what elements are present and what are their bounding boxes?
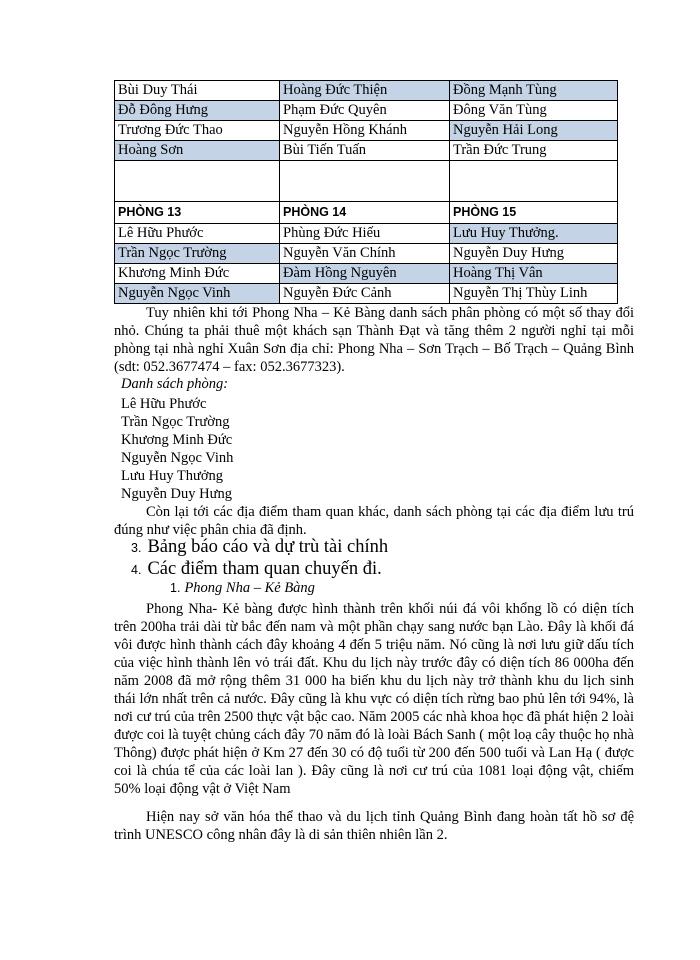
table-cell: Nguyễn Ngọc Vinh	[115, 284, 280, 304]
paragraph-room-change: Tuy nhiên khi tới Phong Nha – Kẻ Bàng danh sách phân phòng có một số thay đổi nhỏ. Chúng ta phải thuê một khách sạn Thành Đạt và tăng thêm 2 người nghỉ tại mỗi phòng tại nhà nghỉ Xuân Sơn địa chỉ: Phong Nha – Sơn Trạch – Bố Trạch – Quảng Bình (sdt: 052.3677474 – fax: 052.3677323).	[114, 305, 634, 375]
table-cell: Phạm Đức Quyên	[280, 101, 450, 121]
table-cell: Đàm Hồng Nguyên	[280, 264, 450, 284]
subheading-text: Phong Nha – Kẻ Bàng	[184, 580, 315, 596]
heading-number: 3.	[131, 541, 142, 555]
table-cell: Đỗ Đông Hưng	[115, 101, 280, 121]
table-cell: Đồng Mạnh Tùng	[450, 81, 618, 101]
table-row	[115, 244, 618, 264]
paragraph-unesco: Hiện nay sở văn hóa thể thao và du lịch tỉnh Quảng Bình đang hoàn tất hồ sơ đệ trình UNESCO công nhân đây là di sản thiên nhiên lần 2.	[114, 809, 634, 843]
table-cell: Bùi Tiến Tuấn	[280, 141, 450, 161]
list-item: Nguyễn Ngọc Vinh	[121, 450, 234, 466]
section-heading-4	[131, 558, 382, 581]
heading-text: Bảng báo cáo và dự trù tài chính	[147, 537, 389, 557]
table-cell: Hoàng Đức Thiện	[280, 81, 450, 101]
table-cell: Đông Văn Tùng	[450, 101, 618, 121]
heading-number: 4.	[131, 563, 142, 577]
room-header: PHÒNG 13	[115, 202, 280, 224]
subheading-number: 1.	[170, 581, 181, 595]
room-list-title: Danh sách phòng:	[121, 376, 229, 392]
list-item: Trần Ngọc Trường	[121, 414, 230, 430]
table-cell	[450, 161, 618, 202]
section-heading-3	[131, 536, 388, 559]
table-cell: Trương Đức Thao	[115, 121, 280, 141]
table-cell: Nguyễn Hải Long	[450, 121, 618, 141]
table-cell	[115, 161, 280, 202]
room-list	[121, 395, 233, 503]
heading-text: Các điểm tham quan chuyến đi.	[147, 559, 382, 579]
list-item: Nguyễn Duy Hưng	[121, 486, 232, 502]
room-assignment-table	[114, 80, 618, 304]
list-item: Khương Minh Đức	[121, 432, 233, 448]
table-cell: Lê Hữu Phước	[115, 224, 280, 244]
table-row	[115, 81, 618, 101]
paragraph-phong-nha-description: Phong Nha- Kẻ bàng được hình thành trên khối núi đá vôi khổng lồ có diện tích trên 200ha trải dài từ bắc đến nam và một phần chạy sang nước bạn Lào. Đây là khối đá vôi được hình thành cách đây khoảng 4 đến 5 triệu năm. Nó cũng là nơi lưu giữ dấu tích của việc hình thành lên vỏ trái đất. Khu du lịch này trước đây có diện tích 86 000ha đến năm 2008 đã mở rộng thêm 31 000 ha biến khu du lịch này trở thành khu du lịch sinh thái lớn nhất trên cả nước. Đây cũng là khu vực có diện tích rừng bao phủ lên tới 94%, là nơi cư trú của trên 2500 thực vật bậc cao. Năm 2005 các nhà khoa học đã phát hiện 2 loài được coi là tuyệt chủng cách đây 70 năm đó là loài Bách Sanh ( một loạ cây thuộc họ nhà Thông) được phát hiện ở Km 27 đến 30 có độ tuổi từ 200 đến 500 tuổi và Lan Hạ ( được coi là chúa tể của các loài lan ). Đây cũng là nơi cư trú của 1081 loại động vật, chiếm 50% loại động vật ở Việt Nam	[114, 601, 634, 797]
table-cell: Bùi Duy Thái	[115, 81, 280, 101]
table-cell: Hoàng Thị Vân	[450, 264, 618, 284]
table-cell: Phùng Đức Hiếu	[280, 224, 450, 244]
room-header: PHÒNG 15	[450, 202, 618, 224]
table-cell: Nguyễn Thị Thùy Linh	[450, 284, 618, 304]
paragraph-other-locations: Còn lại tới các địa điểm tham quan khác, danh sách phòng tại các địa điểm lưu trú đúng như việc phân chia đã định.	[114, 504, 634, 538]
subheading-phong-nha	[170, 580, 315, 597]
table-cell: Trần Ngọc Trường	[115, 244, 280, 264]
list-item: Lê Hữu Phước	[121, 396, 207, 412]
table-cell: Nguyễn Duy Hưng	[450, 244, 618, 264]
table-cell	[280, 161, 450, 202]
table-row-blank	[115, 161, 618, 202]
table-row	[115, 264, 618, 284]
table-row	[115, 224, 618, 244]
table-header-row	[115, 202, 618, 224]
table-row	[115, 121, 618, 141]
table-cell: Khương Minh Đức	[115, 264, 280, 284]
table-row	[115, 101, 618, 121]
table-cell: Lưu Huy Thưởng.	[450, 224, 618, 244]
table-cell: Nguyễn Hồng Khánh	[280, 121, 450, 141]
table-row	[115, 141, 618, 161]
table-cell: Hoàng Sơn	[115, 141, 280, 161]
table-cell: Nguyễn Đức Cảnh	[280, 284, 450, 304]
room-header: PHÒNG 14	[280, 202, 450, 224]
list-item: Lưu Huy Thưởng	[121, 468, 224, 484]
table-row	[115, 284, 618, 304]
table-cell: Nguyễn Văn Chính	[280, 244, 450, 264]
table-cell: Trần Đức Trung	[450, 141, 618, 161]
